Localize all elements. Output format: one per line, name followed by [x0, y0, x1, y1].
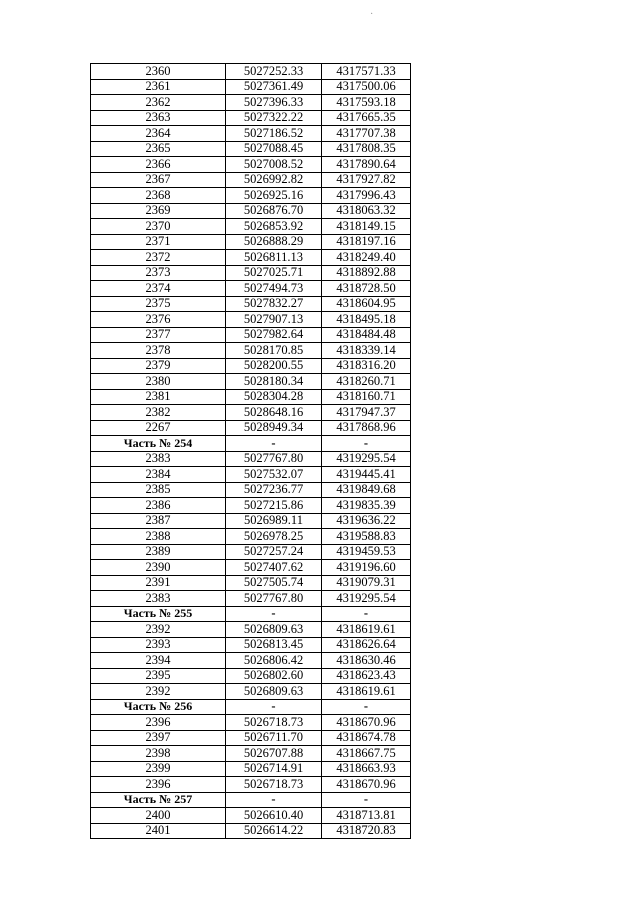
point-number-cell: 2376: [91, 312, 226, 328]
table-row: [91, 126, 411, 142]
point-number-cell: 2392: [91, 622, 226, 638]
table-row: [91, 312, 411, 328]
x-coordinate-cell: -: [226, 606, 322, 622]
x-coordinate-cell: 5027025.71: [226, 265, 322, 281]
y-coordinate-cell: 4318160.71: [322, 389, 411, 405]
point-number-cell: 2385: [91, 482, 226, 498]
point-number-cell: Часть № 255: [91, 606, 226, 622]
table-row: [91, 327, 411, 343]
point-number-cell: 2387: [91, 513, 226, 529]
x-coordinate-cell: 5026809.63: [226, 622, 322, 638]
y-coordinate-cell: 4318892.88: [322, 265, 411, 281]
point-number-cell: 2378: [91, 343, 226, 359]
x-coordinate-cell: 5027767.80: [226, 591, 322, 607]
y-coordinate-cell: -: [322, 436, 411, 452]
table-row: [91, 513, 411, 529]
table-row: [91, 668, 411, 684]
y-coordinate-cell: 4319196.60: [322, 560, 411, 576]
table-row: [91, 761, 411, 777]
point-number-cell: 2397: [91, 730, 226, 746]
y-coordinate-cell: 4318149.15: [322, 219, 411, 235]
y-coordinate-cell: 4318484.48: [322, 327, 411, 343]
page-mark: ·: [370, 9, 374, 20]
y-coordinate-cell: -: [322, 606, 411, 622]
y-coordinate-cell: 4319459.53: [322, 544, 411, 560]
y-coordinate-cell: 4318728.50: [322, 281, 411, 297]
table-row: [91, 296, 411, 312]
x-coordinate-cell: 5026718.73: [226, 777, 322, 793]
section-header-row: [91, 792, 411, 808]
x-coordinate-cell: 5027907.13: [226, 312, 322, 328]
y-coordinate-cell: 4317500.06: [322, 79, 411, 95]
y-coordinate-cell: 4319835.39: [322, 498, 411, 514]
table-row: [91, 188, 411, 204]
point-number-cell: 2361: [91, 79, 226, 95]
table-row: [91, 575, 411, 591]
x-coordinate-cell: 5027494.73: [226, 281, 322, 297]
x-coordinate-cell: 5027982.64: [226, 327, 322, 343]
y-coordinate-cell: 4317996.43: [322, 188, 411, 204]
point-number-cell: 2375: [91, 296, 226, 312]
table-row: [91, 79, 411, 95]
table-row: [91, 637, 411, 653]
point-number-cell: 2384: [91, 467, 226, 483]
x-coordinate-cell: 5027767.80: [226, 451, 322, 467]
point-number-cell: 2372: [91, 250, 226, 266]
table-row: [91, 420, 411, 436]
x-coordinate-cell: 5028200.55: [226, 358, 322, 374]
y-coordinate-cell: 4319445.41: [322, 467, 411, 483]
y-coordinate-cell: 4318626.64: [322, 637, 411, 653]
y-coordinate-cell: 4318260.71: [322, 374, 411, 390]
point-number-cell: 2364: [91, 126, 226, 142]
table-row: [91, 250, 411, 266]
table-row: [91, 746, 411, 762]
y-coordinate-cell: 4318619.61: [322, 622, 411, 638]
x-coordinate-cell: 5027322.22: [226, 110, 322, 126]
x-coordinate-cell: 5026806.42: [226, 653, 322, 669]
x-coordinate-cell: 5028304.28: [226, 389, 322, 405]
y-coordinate-cell: 4318619.61: [322, 684, 411, 700]
point-number-cell: 2373: [91, 265, 226, 281]
table-row: [91, 560, 411, 576]
x-coordinate-cell: 5026809.63: [226, 684, 322, 700]
point-number-cell: 2392: [91, 684, 226, 700]
y-coordinate-cell: -: [322, 792, 411, 808]
y-coordinate-cell: 4317808.35: [322, 141, 411, 157]
y-coordinate-cell: 4318623.43: [322, 668, 411, 684]
section-header-row: [91, 436, 411, 452]
x-coordinate-cell: 5027832.27: [226, 296, 322, 312]
y-coordinate-cell: 4318249.40: [322, 250, 411, 266]
point-number-cell: 2388: [91, 529, 226, 545]
x-coordinate-cell: 5028180.34: [226, 374, 322, 390]
point-number-cell: 2363: [91, 110, 226, 126]
table-row: [91, 64, 411, 80]
table-row: [91, 482, 411, 498]
y-coordinate-cell: 4319295.54: [322, 591, 411, 607]
x-coordinate-cell: 5026811.13: [226, 250, 322, 266]
point-number-cell: 2395: [91, 668, 226, 684]
y-coordinate-cell: 4318670.96: [322, 777, 411, 793]
x-coordinate-cell: 5027186.52: [226, 126, 322, 142]
x-coordinate-cell: -: [226, 792, 322, 808]
point-number-cell: 2267: [91, 420, 226, 436]
point-number-cell: 2400: [91, 808, 226, 824]
y-coordinate-cell: 4318674.78: [322, 730, 411, 746]
x-coordinate-cell: 5027361.49: [226, 79, 322, 95]
x-coordinate-cell: 5027257.24: [226, 544, 322, 560]
point-number-cell: Часть № 256: [91, 699, 226, 715]
table-row: [91, 544, 411, 560]
table-row: [91, 343, 411, 359]
x-coordinate-cell: 5027396.33: [226, 95, 322, 111]
y-coordinate-cell: 4318720.83: [322, 823, 411, 839]
table-row: [91, 157, 411, 173]
table-row: [91, 498, 411, 514]
section-header-row: [91, 699, 411, 715]
point-number-cell: 2390: [91, 560, 226, 576]
y-coordinate-cell: 4319588.83: [322, 529, 411, 545]
y-coordinate-cell: 4317665.35: [322, 110, 411, 126]
y-coordinate-cell: 4318667.75: [322, 746, 411, 762]
point-number-cell: 2383: [91, 451, 226, 467]
y-coordinate-cell: 4318630.46: [322, 653, 411, 669]
x-coordinate-cell: 5027236.77: [226, 482, 322, 498]
coordinates-table-body: [91, 64, 411, 839]
section-header-row: [91, 606, 411, 622]
point-number-cell: Часть № 257: [91, 792, 226, 808]
y-coordinate-cell: 4318604.95: [322, 296, 411, 312]
table-row: [91, 358, 411, 374]
y-coordinate-cell: 4319849.68: [322, 482, 411, 498]
table-row: [91, 405, 411, 421]
x-coordinate-cell: 5027215.86: [226, 498, 322, 514]
point-number-cell: 2394: [91, 653, 226, 669]
x-coordinate-cell: 5026992.82: [226, 172, 322, 188]
x-coordinate-cell: 5026711.70: [226, 730, 322, 746]
x-coordinate-cell: 5026802.60: [226, 668, 322, 684]
table-row: [91, 281, 411, 297]
point-number-cell: 2370: [91, 219, 226, 235]
x-coordinate-cell: -: [226, 699, 322, 715]
coordinates-table: [90, 63, 411, 839]
point-number-cell: 2389: [91, 544, 226, 560]
y-coordinate-cell: 4317571.33: [322, 64, 411, 80]
x-coordinate-cell: 5026610.40: [226, 808, 322, 824]
y-coordinate-cell: 4318495.18: [322, 312, 411, 328]
x-coordinate-cell: 5026978.25: [226, 529, 322, 545]
x-coordinate-cell: -: [226, 436, 322, 452]
x-coordinate-cell: 5026989.11: [226, 513, 322, 529]
x-coordinate-cell: 5027088.45: [226, 141, 322, 157]
point-number-cell: 2399: [91, 761, 226, 777]
x-coordinate-cell: 5026718.73: [226, 715, 322, 731]
point-number-cell: 2381: [91, 389, 226, 405]
y-coordinate-cell: -: [322, 699, 411, 715]
table-row: [91, 823, 411, 839]
y-coordinate-cell: 4317890.64: [322, 157, 411, 173]
x-coordinate-cell: 5026876.70: [226, 203, 322, 219]
table-row: [91, 467, 411, 483]
table-row: [91, 172, 411, 188]
y-coordinate-cell: 4318339.14: [322, 343, 411, 359]
y-coordinate-cell: 4318670.96: [322, 715, 411, 731]
y-coordinate-cell: 4318063.32: [322, 203, 411, 219]
y-coordinate-cell: 4317927.82: [322, 172, 411, 188]
point-number-cell: 2386: [91, 498, 226, 514]
y-coordinate-cell: 4317593.18: [322, 95, 411, 111]
point-number-cell: 2369: [91, 203, 226, 219]
x-coordinate-cell: 5026714.91: [226, 761, 322, 777]
point-number-cell: 2374: [91, 281, 226, 297]
table-row: [91, 95, 411, 111]
point-number-cell: 2382: [91, 405, 226, 421]
table-row: [91, 374, 411, 390]
point-number-cell: 2365: [91, 141, 226, 157]
table-row: [91, 203, 411, 219]
y-coordinate-cell: 4317707.38: [322, 126, 411, 142]
y-coordinate-cell: 4319295.54: [322, 451, 411, 467]
x-coordinate-cell: 5027252.33: [226, 64, 322, 80]
table-row: [91, 808, 411, 824]
x-coordinate-cell: 5027532.07: [226, 467, 322, 483]
point-number-cell: 2380: [91, 374, 226, 390]
x-coordinate-cell: 5026614.22: [226, 823, 322, 839]
point-number-cell: 2396: [91, 715, 226, 731]
point-number-cell: 2371: [91, 234, 226, 250]
y-coordinate-cell: 4318663.93: [322, 761, 411, 777]
point-number-cell: 2396: [91, 777, 226, 793]
table-row: [91, 234, 411, 250]
y-coordinate-cell: 4317947.37: [322, 405, 411, 421]
table-row: [91, 529, 411, 545]
x-coordinate-cell: 5026707.88: [226, 746, 322, 762]
table-row: [91, 591, 411, 607]
x-coordinate-cell: 5026925.16: [226, 188, 322, 204]
point-number-cell: 2366: [91, 157, 226, 173]
point-number-cell: 2401: [91, 823, 226, 839]
x-coordinate-cell: 5026853.92: [226, 219, 322, 235]
point-number-cell: 2367: [91, 172, 226, 188]
point-number-cell: 2379: [91, 358, 226, 374]
table-row: [91, 141, 411, 157]
table-row: [91, 389, 411, 405]
y-coordinate-cell: 4318197.16: [322, 234, 411, 250]
y-coordinate-cell: 4319636.22: [322, 513, 411, 529]
y-coordinate-cell: 4318713.81: [322, 808, 411, 824]
point-number-cell: 2398: [91, 746, 226, 762]
x-coordinate-cell: 5028648.16: [226, 405, 322, 421]
table-row: [91, 715, 411, 731]
y-coordinate-cell: 4318316.20: [322, 358, 411, 374]
point-number-cell: 2393: [91, 637, 226, 653]
y-coordinate-cell: 4317868.96: [322, 420, 411, 436]
table-row: [91, 451, 411, 467]
table-row: [91, 777, 411, 793]
x-coordinate-cell: 5028949.34: [226, 420, 322, 436]
point-number-cell: Часть № 254: [91, 436, 226, 452]
table-row: [91, 110, 411, 126]
table-row: [91, 653, 411, 669]
table-row: [91, 219, 411, 235]
point-number-cell: 2383: [91, 591, 226, 607]
point-number-cell: 2360: [91, 64, 226, 80]
table-row: [91, 730, 411, 746]
point-number-cell: 2368: [91, 188, 226, 204]
x-coordinate-cell: 5026813.45: [226, 637, 322, 653]
x-coordinate-cell: 5027407.62: [226, 560, 322, 576]
x-coordinate-cell: 5026888.29: [226, 234, 322, 250]
point-number-cell: 2362: [91, 95, 226, 111]
table-row: [91, 622, 411, 638]
x-coordinate-cell: 5027505.74: [226, 575, 322, 591]
x-coordinate-cell: 5028170.85: [226, 343, 322, 359]
table-row: [91, 684, 411, 700]
x-coordinate-cell: 5027008.52: [226, 157, 322, 173]
table-row: [91, 265, 411, 281]
point-number-cell: 2391: [91, 575, 226, 591]
y-coordinate-cell: 4319079.31: [322, 575, 411, 591]
point-number-cell: 2377: [91, 327, 226, 343]
